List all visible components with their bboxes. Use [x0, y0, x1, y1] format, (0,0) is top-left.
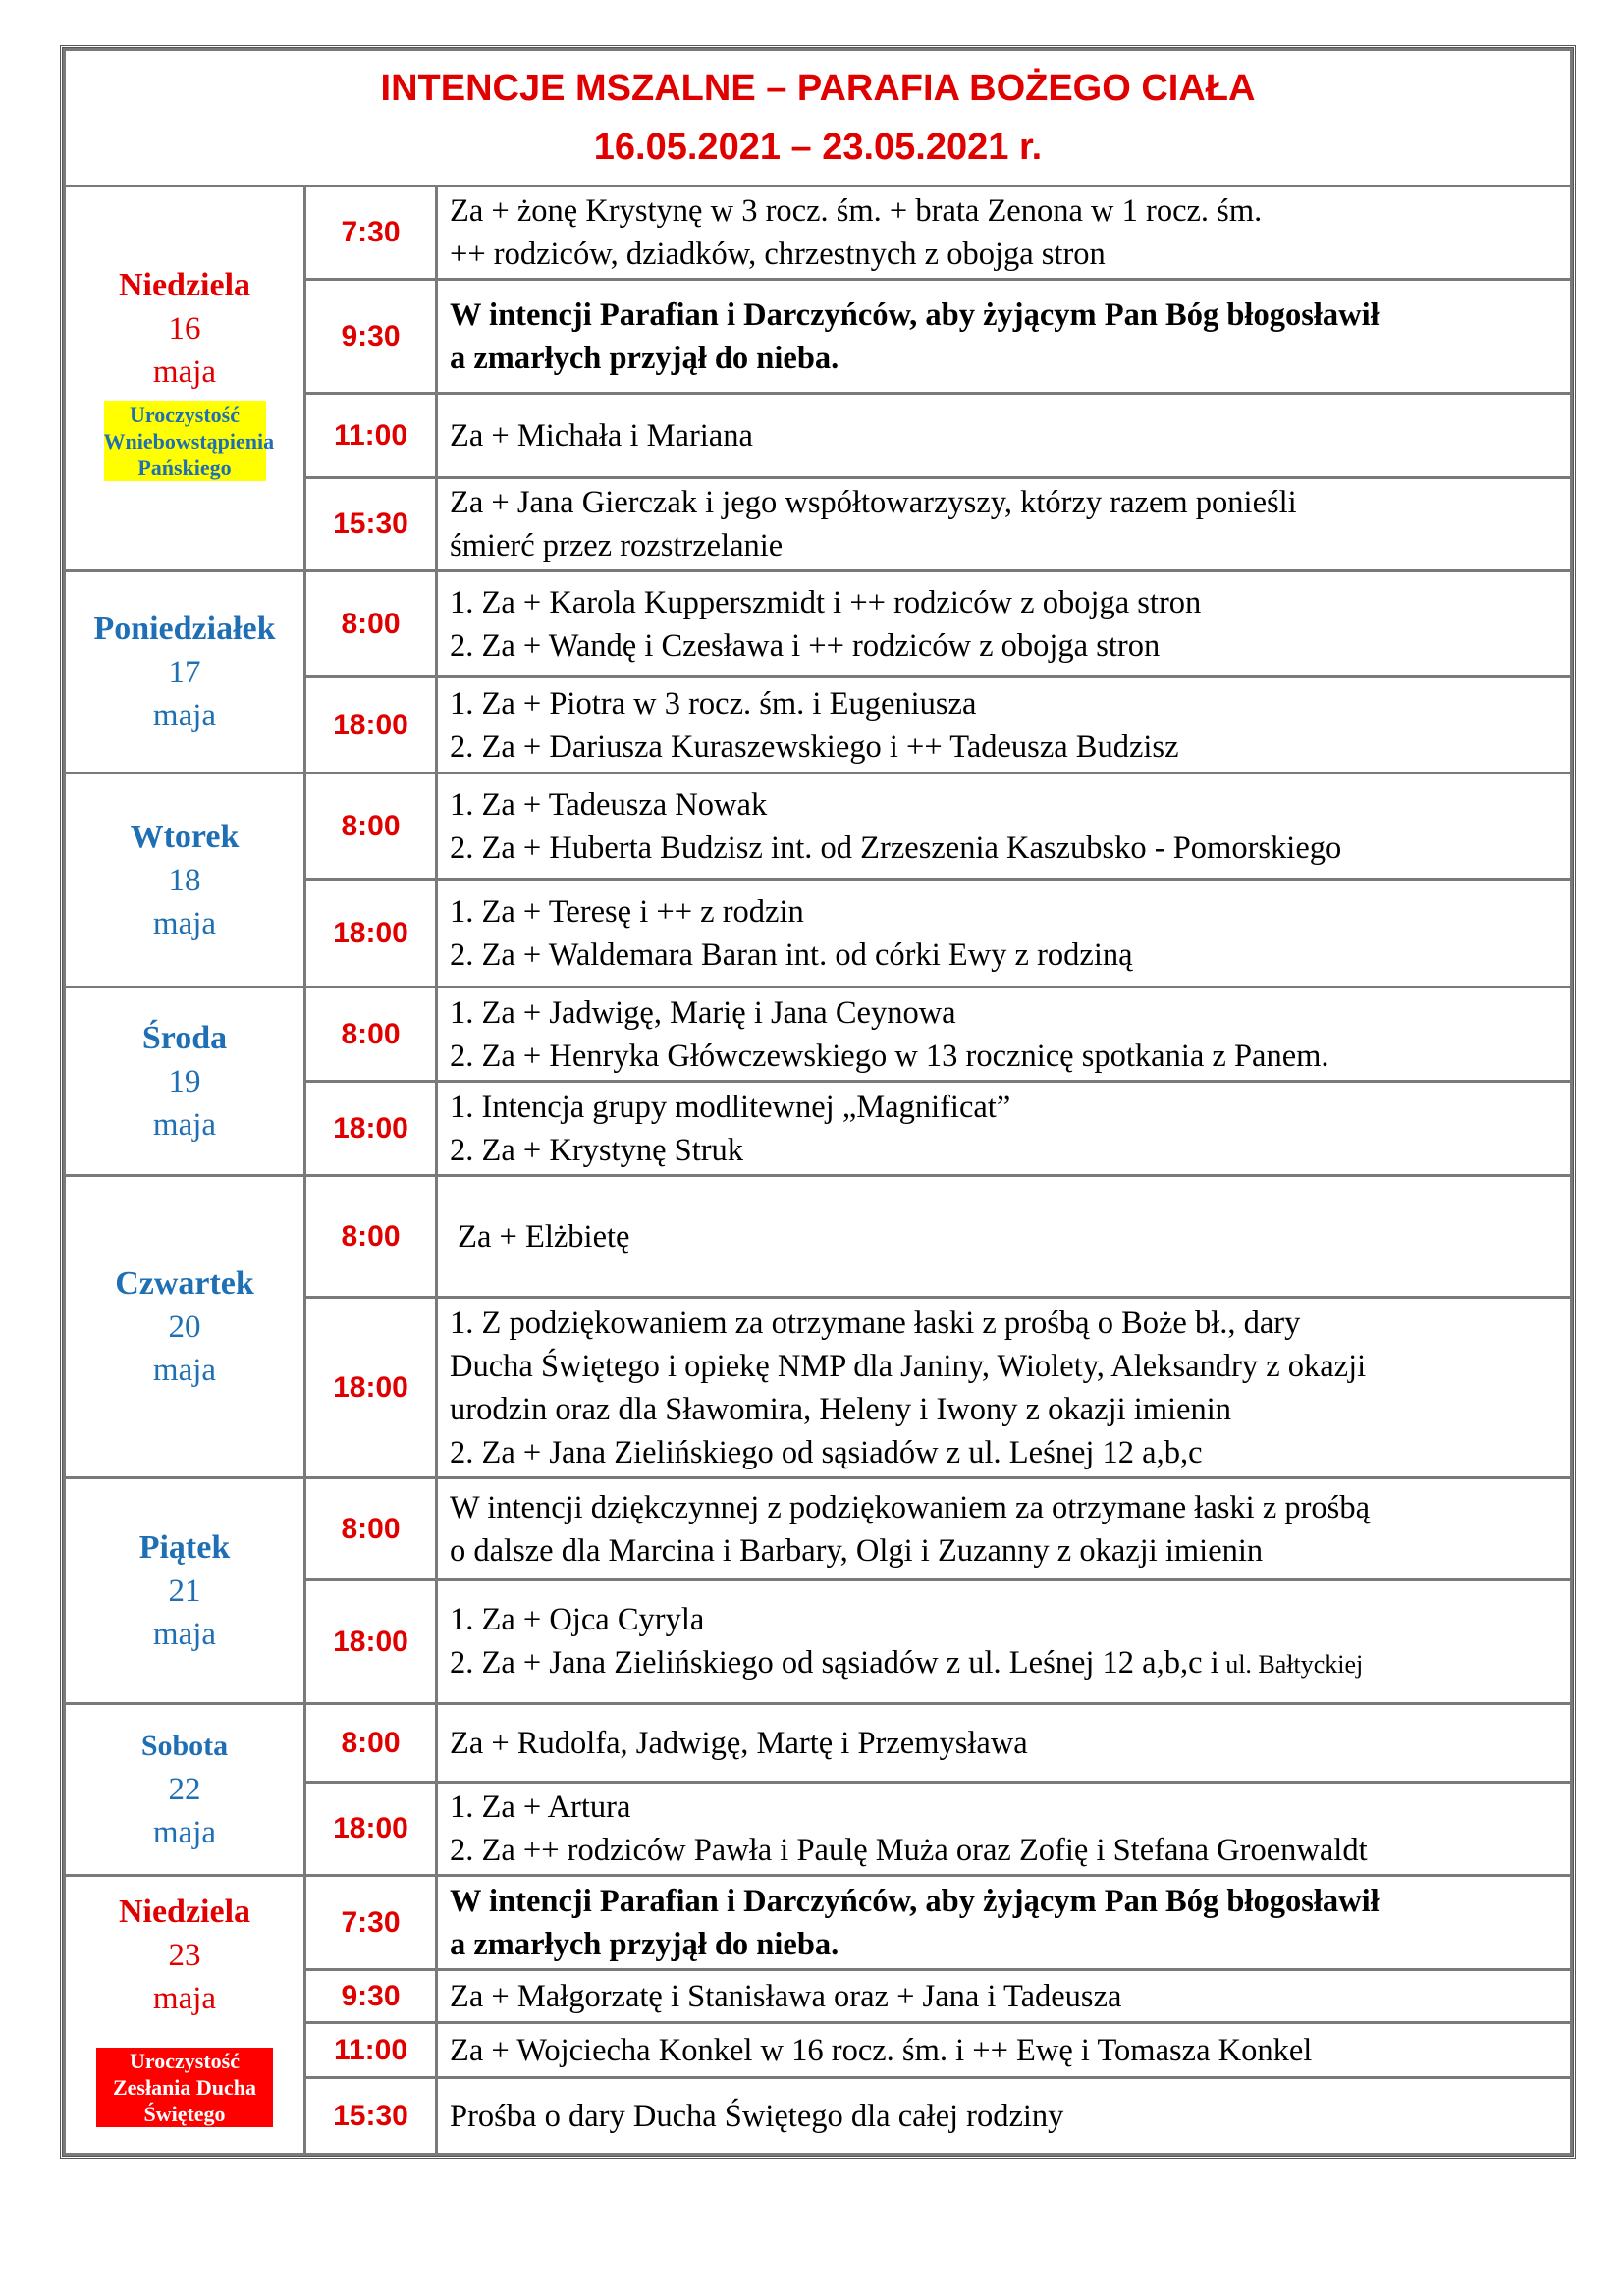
mass-time: 18:00: [305, 677, 437, 774]
mass-intention: [437, 478, 1572, 571]
intention-line: a zmarłych przyjął do nieba.: [450, 1926, 839, 1962]
mass-time: 15:30: [305, 478, 437, 571]
mass-time: 8:00: [305, 1176, 437, 1298]
mass-intention: [437, 1176, 1572, 1298]
intention-line: 1. Za + Piotra w 3 rocz. śm. i Eugeniusza: [450, 685, 977, 721]
mass-intention: [437, 1970, 1572, 2023]
mass-time: 15:30: [305, 2078, 437, 2155]
intentions-sheet: [60, 45, 1576, 2159]
intention-line: Ducha Świętego i opiekę NMP dla Janiny, Wiolety, Aleksandry z okazji: [450, 1348, 1367, 1384]
day-number: 17: [168, 654, 201, 690]
day-number: 22: [168, 1772, 201, 1807]
intention-line: 2. Za ++ rodziców Pawła i Paulę Muża oraz Zofię i Stefana Groenwaldt: [450, 1833, 1368, 1868]
mass-intention: [437, 280, 1572, 394]
day-month: maja: [152, 1815, 217, 1850]
mass-intention: [437, 2023, 1572, 2078]
day-number: 16: [168, 311, 201, 347]
mass-intention: [437, 880, 1572, 988]
day-cell-sunday-23: [65, 1876, 305, 2155]
mass-intention: [437, 1298, 1572, 1478]
mass-time: 7:30: [305, 1876, 437, 1970]
mass-row: [65, 774, 1572, 880]
mass-time: 9:30: [305, 1970, 437, 2023]
intention-line: Za + Elżbietę: [450, 1218, 630, 1255]
intention-line: 1. Za + Teresę i ++ z rodzin: [450, 893, 804, 930]
mass-intention: [437, 1876, 1572, 1970]
intention-line: 2. Za + Henryka Główczewskiego w 13 rocznicę spotkania z Panem.: [450, 1038, 1329, 1074]
day-cell-saturday-22: [65, 1704, 305, 1876]
mass-time: 8:00: [305, 1478, 437, 1580]
intention-line: 1. Za + Artura: [450, 1789, 631, 1825]
intention-line: Za + Michała i Mariana: [450, 417, 753, 454]
date-range: 16.05.2021 – 23.05.2021 r.: [593, 127, 1043, 168]
day-cell-tuesday-18: [65, 774, 305, 988]
day-name: Niedziela: [118, 1894, 251, 1930]
mass-time: 7:30: [305, 187, 437, 280]
intention-line: 1. Za + Ojca Cyryla: [450, 1601, 705, 1637]
mass-row: [65, 1478, 1572, 1580]
mass-row: [65, 988, 1572, 1082]
intention-line: urodzin oraz dla Sławomira, Heleny i Iwony z okazji imienin: [450, 1391, 1232, 1427]
intention-line: śmierć przez rozstrzelanie: [450, 528, 784, 563]
mass-time: 9:30: [305, 280, 437, 394]
intention-line: 2. Za + Krystynę Struk: [450, 1132, 744, 1168]
mass-intention: [437, 187, 1572, 280]
day-month: maja: [152, 1106, 217, 1143]
mass-time: 18:00: [305, 1580, 437, 1704]
mass-time: 8:00: [305, 571, 437, 677]
intention-line: Za + Jana Gierczak i jego współtowarzyszy, którzy razem ponieśli: [450, 485, 1297, 520]
mass-intention: [437, 1478, 1572, 1580]
day-number: 23: [168, 1938, 201, 1973]
mass-time: 18:00: [305, 1082, 437, 1176]
day-number: 20: [168, 1308, 201, 1345]
mass-row: [65, 571, 1572, 677]
intention-line: W intencji Parafian i Darczyńców, aby żyjącym Pan Bóg błogosławił: [450, 1883, 1380, 1919]
header-row: [65, 50, 1572, 187]
mass-intention: [437, 1783, 1572, 1876]
day-month: maja: [152, 1616, 217, 1652]
mass-intention: [437, 677, 1572, 774]
intention-line: 1. Intencja grupy modlitewnej „Magnificat”: [450, 1089, 1011, 1125]
page-title: INTENCJE MSZALNE – PARAFIA BOŻEGO CIAŁA: [380, 68, 1256, 109]
intention-line: W intencji Parafian i Darczyńców, aby żyjącym Pan Bóg błogosławił: [450, 296, 1380, 333]
mass-intention: [437, 988, 1572, 1082]
mass-row: [65, 1176, 1572, 1298]
intention-line: W intencji dziękczynnej z podziękowaniem za otrzymane łaski z prośbą: [450, 1489, 1371, 1525]
mass-intention: [437, 1082, 1572, 1176]
intention-line: 2. Za + Huberta Budzisz int. od Zrzeszenia Kaszubsko - Pomorskiego: [450, 829, 1342, 866]
day-name: Poniedziałek: [93, 610, 276, 647]
mass-intention: [437, 774, 1572, 880]
day-cell-thursday-20: [65, 1176, 305, 1478]
intention-line: Za + Wojciecha Konkel w 16 rocz. śm. i ++ Ewę i Tomasza Konkel: [450, 2032, 1313, 2068]
intention-text: 2. Za + Jana Zielińskiego od sąsiadów z ul. Leśnej 12 a,b,c i: [450, 1644, 1219, 1681]
intention-line: Za + żonę Krystynę w 3 rocz. śm. + brata Zenona w 1 rocz. śm.: [450, 193, 1263, 229]
mass-intention: [437, 1704, 1572, 1783]
intention-line: 2. Za + Dariusza Kuraszewskiego i ++ Tadeusza Budzisz: [450, 728, 1179, 765]
intention-suffix: ul. Bałtyckiej: [1218, 1649, 1364, 1679]
intention-line: 1. Za + Tadeusza Nowak: [450, 786, 768, 823]
day-cell-wednesday-19: [65, 988, 305, 1176]
intention-line: [450, 1641, 1558, 1686]
mass-time: 8:00: [305, 1704, 437, 1783]
day-name: Sobota: [140, 1730, 229, 1762]
intention-line: o dalsze dla Marcina i Barbary, Olgi i Zuzanny z okazji imienin: [450, 1532, 1264, 1569]
day-cell-sunday-16: [65, 187, 305, 571]
feast-badge: Uroczystość Zesłania Ducha Świętego: [96, 2048, 273, 2127]
day-cell-monday-17: [65, 571, 305, 774]
day-number: 18: [168, 862, 201, 898]
day-name: Czwartek: [115, 1264, 254, 1302]
mass-row: [65, 1876, 1572, 1970]
intention-line: Za + Rudolfa, Jadwigę, Martę i Przemysława: [450, 1725, 1028, 1761]
intention-line: a zmarłych przyjął do nieba.: [450, 340, 839, 376]
intention-line: Prośba o dary Ducha Świętego dla całej rodziny: [450, 2098, 1064, 2134]
day-month: maja: [152, 1981, 217, 2016]
day-name: Piątek: [138, 1528, 231, 1566]
day-number: 21: [168, 1573, 201, 1609]
day-number: 19: [168, 1063, 201, 1099]
day-month: maja: [152, 354, 217, 390]
mass-time: 11:00: [305, 2023, 437, 2078]
feast-badge: Uroczystość Wniebowstąpienia Pańskiego: [103, 402, 275, 480]
intention-line: ++ rodziców, dziadków, chrzestnych z obojga stron: [450, 237, 1106, 272]
day-name: Niedziela: [118, 267, 251, 303]
header-cell: [65, 50, 1572, 187]
mass-row: [65, 1704, 1572, 1783]
intention-line: 1. Z podziękowaniem za otrzymane łaski z prośbą o Boże bł., dary: [450, 1305, 1301, 1341]
day-name: Środa: [141, 1019, 228, 1056]
mass-time: 18:00: [305, 880, 437, 988]
mass-time: 11:00: [305, 394, 437, 478]
mass-time: 8:00: [305, 988, 437, 1082]
mass-intention: [437, 1580, 1572, 1704]
mass-row: [65, 187, 1572, 280]
intention-line: 1. Za + Jadwigę, Marię i Jana Ceynowa: [450, 994, 956, 1031]
intention-line: 2. Za + Waldemara Baran int. od córki Ewy z rodziną: [450, 936, 1133, 973]
intention-line: 2. Za + Jana Zielińskiego od sąsiadów z ul. Leśnej 12 a,b,c: [450, 1434, 1203, 1470]
day-name: Wtorek: [130, 818, 240, 855]
day-cell-friday-21: [65, 1478, 305, 1704]
mass-time: 8:00: [305, 774, 437, 880]
day-month: maja: [152, 905, 217, 941]
mass-intention: [437, 2078, 1572, 2155]
day-month: maja: [152, 697, 217, 733]
intentions-table: [63, 48, 1573, 2156]
mass-time: 18:00: [305, 1298, 437, 1478]
intention-line: Za + Małgorzatę i Stanisława oraz + Jana i Tadeusza: [450, 1978, 1122, 2014]
mass-intention: [437, 394, 1572, 478]
day-month: maja: [152, 1352, 217, 1388]
mass-intention: [437, 571, 1572, 677]
intention-line: 1. Za + Karola Kupperszmidt i ++ rodziców z obojga stron: [450, 584, 1202, 620]
mass-time: 18:00: [305, 1783, 437, 1876]
intention-line: 2. Za + Wandę i Czesława i ++ rodziców z obojga stron: [450, 627, 1161, 664]
